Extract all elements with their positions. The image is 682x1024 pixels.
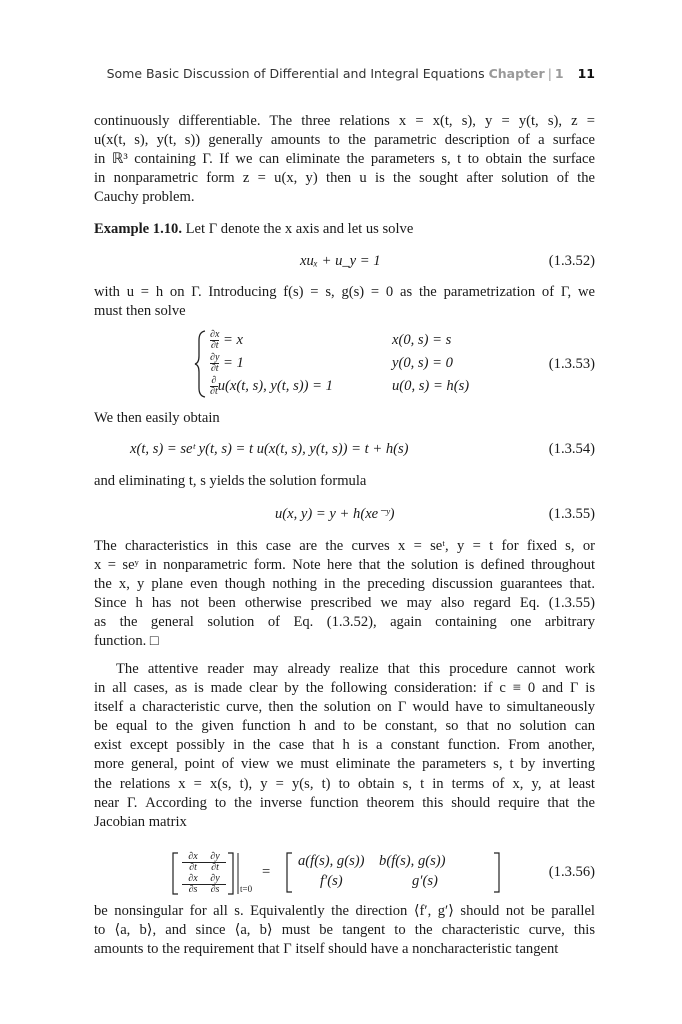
- text-line: in nonparametric form z = u(x, y) then u is the sought after solution of the: [94, 170, 595, 187]
- partial-fraction: [210, 353, 219, 374]
- text-line: function. □: [94, 633, 159, 650]
- equation-number-52: (1.3.52): [548, 253, 595, 269]
- system-row: [210, 330, 243, 351]
- system-row: [210, 353, 244, 374]
- fraction-numerator: ∂y: [210, 352, 220, 364]
- paragraph-1: [94, 112, 595, 207]
- system-initial-condition: y(0, s) = 0: [392, 355, 453, 371]
- text-line: x = seʸ in nonparametric form. Note here that the solution is defined throughout: [94, 557, 595, 574]
- matrix-right-row-1: a(f(s), g(s)) b(f(s), g(s)): [298, 853, 446, 869]
- equation-number-55: (1.3.55): [548, 506, 595, 522]
- text-line: the x, y plane even though nothing in the preceding discussion guarantees that.: [94, 576, 595, 593]
- fraction-denominator: ∂s: [210, 884, 220, 895]
- text-line: must then solve: [94, 303, 186, 320]
- text-line: continuously differentiable. The three relations x = x(t, s), y = y(t, s), z =: [94, 113, 595, 129]
- fraction-numerator: ∂x: [210, 329, 220, 341]
- text-line: itself a characteristic curve, then the solution on Γ would have to simultaneously: [94, 699, 595, 716]
- partial-fraction: [182, 874, 204, 895]
- fraction-numerator: ∂x: [182, 874, 204, 885]
- matrix-left: [182, 852, 226, 895]
- system-lhs: u(x(t, s), y(t, s)) = 1: [217, 378, 333, 394]
- partial-fraction: [204, 852, 226, 873]
- example-label: Example 1.10.: [94, 221, 182, 237]
- text-line: the relations x = x(s, t), y = y(s, t) to obtain s, t in terms of x, y, at least: [94, 775, 595, 792]
- text-line: in all cases, as is made clear by the following consideration: if c ≡ 0 and Γ is: [94, 680, 595, 697]
- system-lhs: = x: [219, 332, 244, 348]
- text-line: more general, point of view we must eliminate the parameters s, t by inverting: [94, 756, 595, 773]
- partial-fraction: [210, 330, 219, 351]
- partial-fraction: [210, 376, 218, 397]
- paragraph-3: [94, 537, 595, 652]
- equals-sign: =: [262, 864, 271, 880]
- equation-1-3-52: xuₓ + u_y = 1: [300, 253, 381, 269]
- text-line: near Γ. According to the inverse function theorem this should require that the: [94, 794, 595, 811]
- fraction-denominator: ∂t: [210, 363, 219, 375]
- header-title: Some Basic Discussion of Differential and Integral Equations: [106, 66, 485, 81]
- header-chapter-number: 1: [554, 66, 564, 81]
- fraction-numerator: ∂: [211, 375, 217, 387]
- system-initial-condition: u(0, s) = h(s): [392, 378, 470, 394]
- text-line: The characteristics in this case are the curves x = seᵗ, y = t for fixed s, or: [94, 538, 595, 554]
- paragraph-4: [94, 660, 595, 832]
- fraction-numerator: ∂y: [204, 874, 226, 885]
- text-line: Since h has not been otherwise prescribed we may also regard Eq. (1.3.55): [94, 595, 595, 612]
- fraction-denominator: ∂t: [210, 340, 219, 352]
- text-line: amounts to the requirement that Γ itself should have a noncharacteristic tangent: [94, 941, 559, 958]
- matrix-subscript: t=0: [240, 884, 253, 894]
- running-header: [107, 66, 595, 81]
- equation-1-3-55: u(x, y) = y + h(xe⁻ʸ): [275, 506, 395, 522]
- text-line: Cauchy problem.: [94, 189, 195, 206]
- left-brace: [194, 330, 208, 398]
- page-number: 11: [577, 66, 595, 81]
- equation-number-56: (1.3.56): [548, 864, 595, 880]
- example-text: Let Γ denote the x axis and let us solve: [181, 221, 414, 237]
- then-obtain-text: We then easily obtain: [94, 410, 220, 426]
- partial-fraction: [182, 852, 204, 873]
- text-line: be equal to the given function h and to be constant, so that no solution can: [94, 718, 595, 735]
- text-line: Jacobian matrix: [94, 813, 187, 830]
- fraction-denominator: ∂t: [211, 862, 219, 873]
- equation-number-54: (1.3.54): [548, 441, 595, 457]
- text-line: The attentive reader may already realize that this procedure cannot work: [116, 661, 595, 677]
- text-line: to ⟨a, b⟩, and since ⟨a, b⟩ must be tangent to the characteristic curve, this: [94, 922, 595, 939]
- fraction-denominator: ∂t: [189, 862, 197, 873]
- eliminating-text: and eliminating t, s yields the solution formula: [94, 473, 367, 489]
- fraction-numerator: ∂x: [182, 852, 204, 863]
- fraction-denominator: ∂t: [210, 386, 218, 398]
- system-initial-condition: x(0, s) = s: [392, 332, 452, 348]
- header-chapter: Chapter: [488, 66, 545, 81]
- paragraph-2: [94, 283, 595, 321]
- example-heading: [94, 220, 595, 239]
- system-row: [210, 376, 333, 397]
- equation-1-3-54: x(t, s) = seᵗ y(t, s) = t u(x(t, s), y(t, s)) = t + h(s): [130, 441, 409, 457]
- header-divider: |: [547, 66, 552, 81]
- matrix-right-row-2: f′(s) g′(s): [320, 873, 438, 889]
- system-lhs: = 1: [219, 355, 244, 371]
- paragraph-5: [94, 902, 595, 959]
- text-line: as the general solution of Eq. (1.3.52), again containing one arbitrary: [94, 614, 595, 631]
- fraction-numerator: ∂y: [204, 852, 226, 863]
- equation-number-53: (1.3.53): [548, 356, 595, 372]
- text-line: be nonsingular for all s. Equivalently the direction ⟨f′, g′⟩ should not be parallel: [94, 903, 595, 919]
- text-line: with u = h on Γ. Introducing f(s) = s, g(s) = 0 as the parametrization of Γ, we: [94, 284, 595, 300]
- text-line: exist except possibly in the case that h is a constant function. From another,: [94, 737, 595, 754]
- fraction-denominator: ∂s: [188, 884, 198, 895]
- text-line: in ℝ³ containing Γ. If we can eliminate the parameters s, t to obtain the surface: [94, 151, 595, 168]
- text-line: u(x(t, s), y(t, s)) generally amounts to the parametric description of a surface: [94, 132, 595, 149]
- partial-fraction: [204, 874, 226, 895]
